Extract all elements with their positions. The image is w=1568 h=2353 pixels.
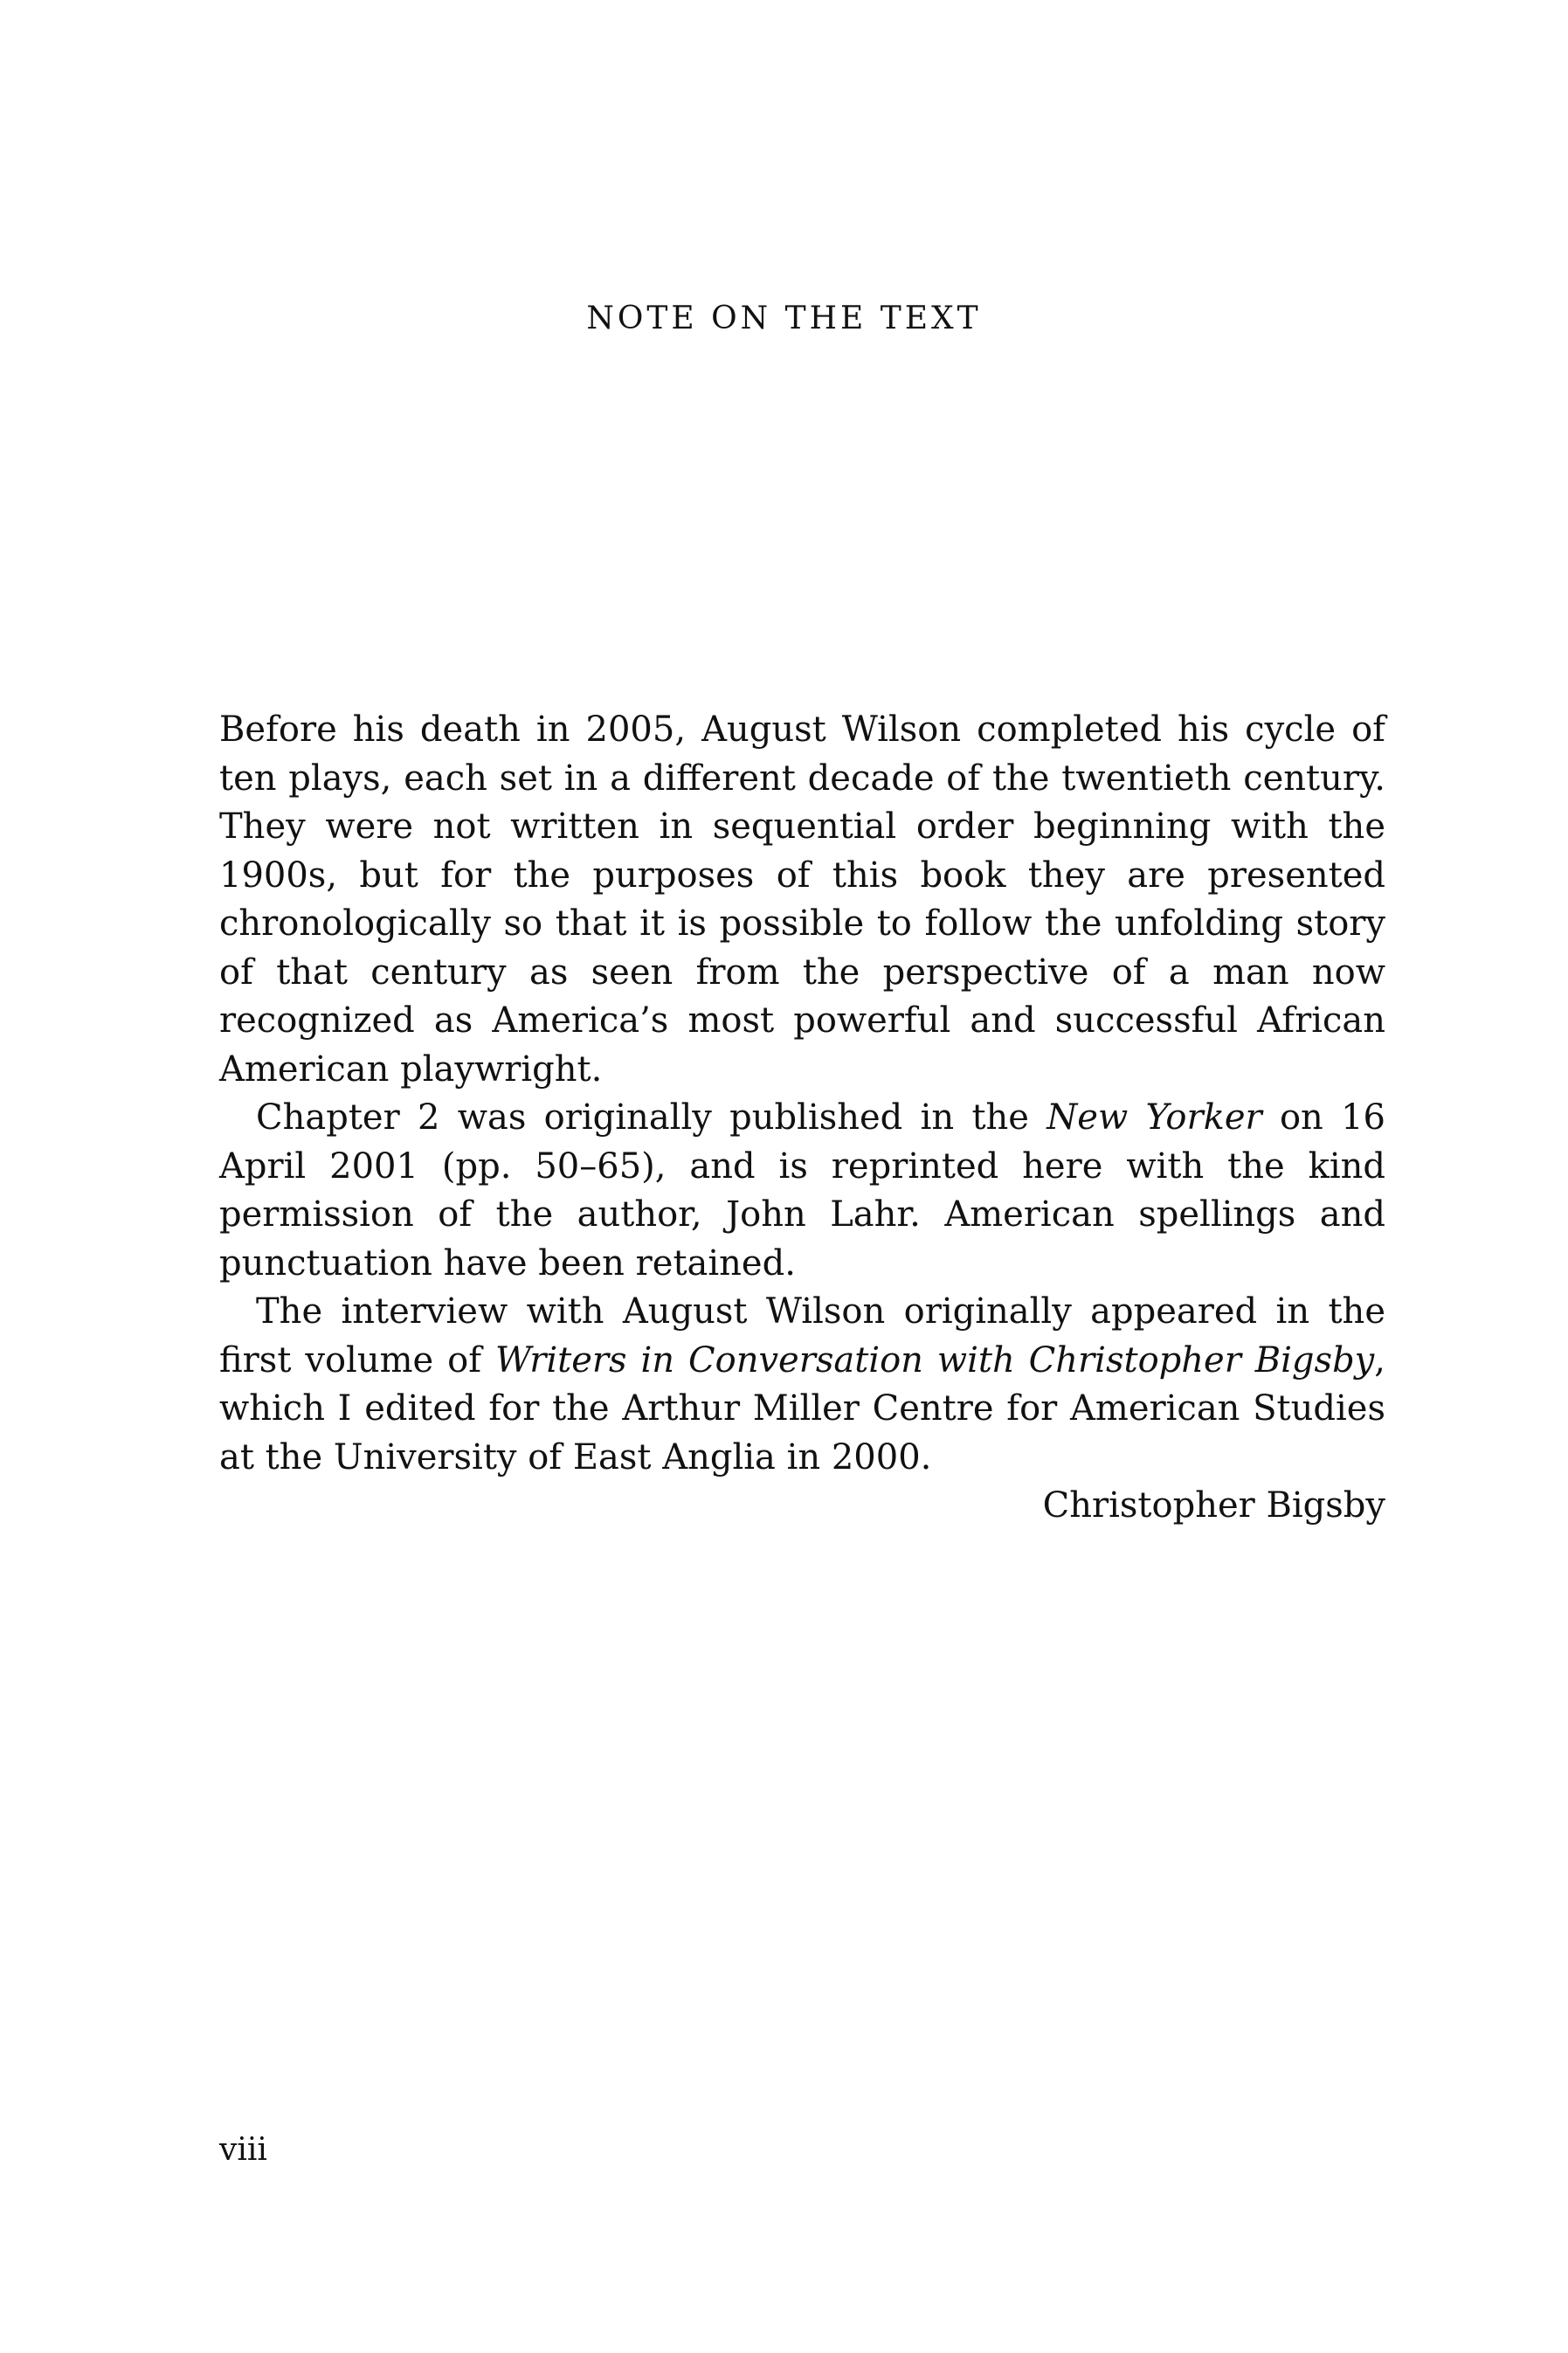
paragraph-2-text-end: on 16 April 2001 (pp. 50–65), and is reprinted here with the kind permission of the author, John Lahr. American spellings and punctuation have been retained. bbox=[219, 1097, 1386, 1284]
book-title-writers-in-conversation: Writers in Conversation with Christopher Bigsby bbox=[494, 1339, 1375, 1381]
page-number: viii bbox=[219, 2132, 267, 2168]
paragraph-3-text-end: , which I edited for the Arthur Miller Centre for American Studies at the University of East Anglia in 2000. bbox=[219, 1339, 1385, 1478]
paragraph-2-text-start: Chapter 2 was originally published in the bbox=[256, 1097, 1047, 1138]
page-heading: NOTE ON THE TEXT bbox=[586, 301, 982, 336]
publication-title-new-yorker: New Yorker bbox=[1046, 1097, 1262, 1138]
paragraph-1: Before his death in 2005, August Wilson completed his cycle of ten plays, each set in a different decade of the twentieth century. They were not written in sequential order beginning with the 1900s, but for the purposes of this book they are presented chronologically so that it is possible to follow the unfolding story of that century as seen from the perspective of a man now recognized as America’s most powerful and successful African American playwright. bbox=[219, 709, 1385, 1090]
paragraph-2 bbox=[219, 1094, 1385, 1288]
note-body bbox=[219, 706, 1385, 1531]
author-signature: Christopher Bigsby bbox=[1042, 1485, 1385, 1526]
paragraph-3-text-start: The interview with August Wilson originally appeared in the first volume of bbox=[219, 1291, 1385, 1381]
paragraph-3 bbox=[219, 1288, 1385, 1482]
